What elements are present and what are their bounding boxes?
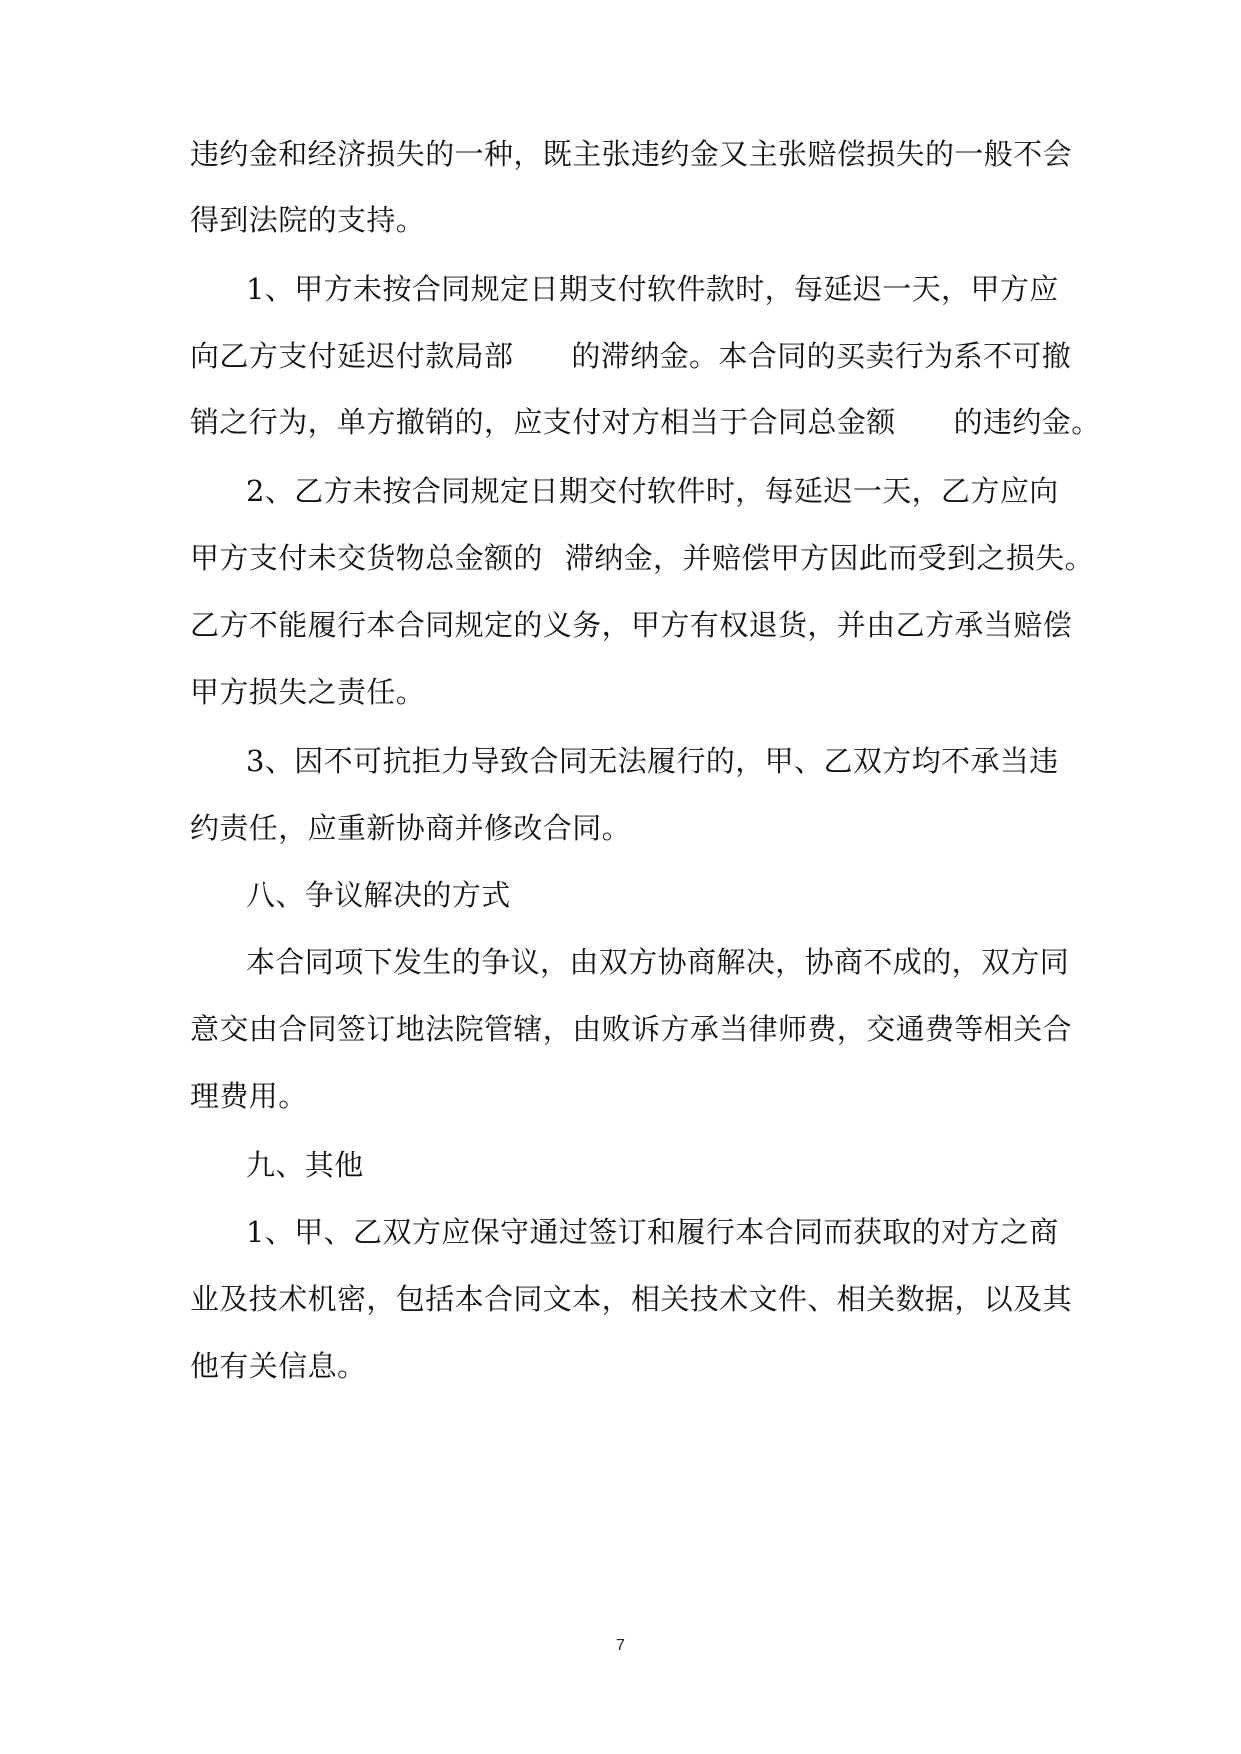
text-run: 甲方支付未交货物总金额的 (190, 541, 543, 575)
text-run: 意交由合同签订地法院管辖，由败诉方承当律师费，交通费等相关合 (190, 1012, 1073, 1046)
paragraph-line (190, 132, 1073, 176)
paragraph-line (246, 940, 1070, 984)
text-run: 业及技术机密，包括本合同文本，相关技术文件、相关数据，以及其 (190, 1282, 1073, 1316)
text-run: 的违约金。 (953, 405, 1101, 439)
paragraph-line (246, 739, 1070, 783)
text-run: 的滞纳金。本合同的买卖行为系不可撤 (571, 339, 1072, 373)
paragraph-line (190, 1074, 1070, 1118)
paragraph-line (190, 400, 1101, 444)
text-run: 理费用。 (190, 1079, 308, 1113)
paragraph-line (246, 469, 1070, 513)
text-run: 违约金和经济损失的一种，既主张违约金又主张赔偿损失的一般不会 (190, 137, 1073, 171)
text-run: 得到法院的支持。 (190, 203, 426, 237)
text-run: 本合同项下发生的争议，由双方协商解决，协商不成的，双方同 (246, 945, 1070, 979)
text-run: 销之行为，单方撤销的，应支付对方相当于合同总金额 (190, 405, 896, 439)
page-number: 7 (616, 1637, 625, 1654)
section-heading (246, 1143, 1070, 1187)
text-run: 3、因不可抗拒力导致合同无法履行的，甲、乙双方均不承当违 (246, 744, 1059, 778)
text-run: 2、乙方未按合同规定日期交付软件时，每延迟一天，乙方应向 (246, 474, 1059, 508)
paragraph-line (190, 536, 1095, 580)
paragraph-line (190, 198, 1070, 242)
paragraph-line (190, 1277, 1073, 1321)
paragraph-line (190, 1007, 1073, 1051)
text-run: 乙方不能履行本合同规定的义务，甲方有权退货，并由乙方承当赔偿 (190, 608, 1073, 642)
text-run: 八、争议解决的方式 (246, 878, 511, 912)
text-run: 他有关信息。 (190, 1349, 367, 1383)
text-run: 向乙方支付延迟付款局部 (190, 339, 514, 373)
text-run: 滞纳金，并赔偿甲方因此而受到之损失。 (564, 541, 1095, 575)
paragraph-line (190, 603, 1073, 647)
paragraph-line (246, 267, 1070, 311)
paragraph-line (190, 334, 1070, 378)
text-run: 1、甲、乙双方应保守通过签订和履行本合同而获取的对方之商 (246, 1215, 1059, 1249)
text-run: 1、甲方未按合同规定日期支付软件款时，每延迟一天，甲方应 (246, 272, 1059, 306)
text-run: 九、其他 (246, 1148, 364, 1182)
text-run: 约责任，应重新协商并修改合同。 (190, 811, 632, 845)
paragraph-line (190, 670, 1070, 714)
paragraph-line (190, 1344, 1070, 1388)
text-run: 甲方损失之责任。 (190, 675, 426, 709)
paragraph-line (246, 1210, 1070, 1254)
section-heading (246, 873, 1070, 917)
paragraph-line (190, 806, 1070, 850)
